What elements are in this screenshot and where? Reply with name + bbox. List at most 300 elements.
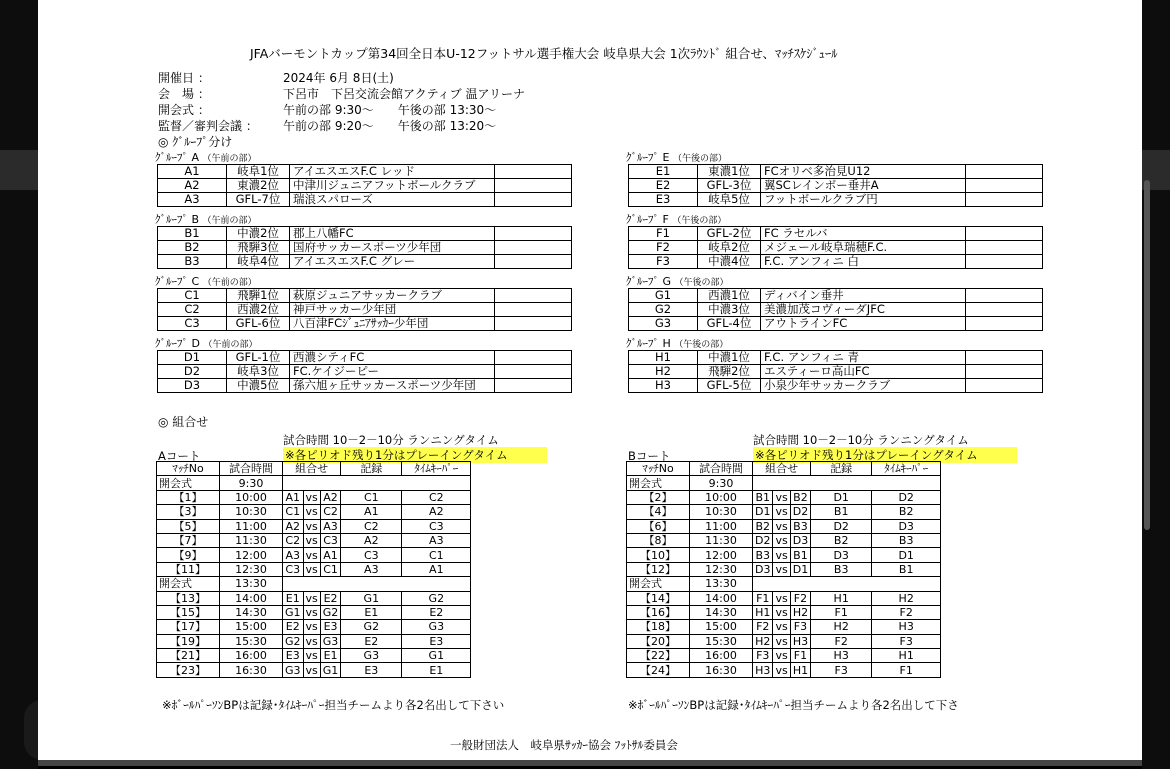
- group-slot: G2: [629, 303, 698, 317]
- match-home: C1: [283, 505, 304, 519]
- scrollbar-thumb[interactable]: [1144, 180, 1150, 530]
- group-slot: F1: [629, 227, 698, 241]
- match-time-note: 試合時間 10－2－10分 ランニングタイム: [753, 433, 969, 447]
- match-vs: vs: [773, 562, 790, 576]
- match-row: [627, 548, 941, 562]
- match-row: [627, 620, 941, 634]
- match-away: A2: [320, 490, 341, 504]
- group-slot: H1: [629, 351, 698, 365]
- match-timekeeper: B1: [872, 562, 941, 576]
- info-opening-label: 開会式 ：: [158, 103, 210, 117]
- match-record: C2: [341, 519, 402, 533]
- group-name: ｸﾞﾙｰﾌﾟ F: [626, 213, 669, 226]
- match-away: A1: [320, 548, 341, 562]
- ceremony-time: 9:30: [690, 476, 753, 490]
- match-number: 【22】: [627, 649, 690, 663]
- match-number: 【7】: [157, 533, 220, 547]
- group-row: [629, 289, 1043, 303]
- group-slot: A2: [158, 179, 227, 193]
- organizer: 一般財団法人 岐阜県ｻｯｶｰ協会 ﾌｯﾄｻﾙ委員会: [450, 738, 678, 752]
- group-note: [966, 289, 1043, 303]
- group-slot: D1: [158, 351, 227, 365]
- match-home: H2: [753, 634, 773, 648]
- group-table: [628, 350, 1043, 393]
- match-vs: vs: [303, 490, 320, 504]
- group-heading: [155, 335, 257, 351]
- ceremony-blank: [753, 577, 941, 591]
- match-time: 10:00: [690, 490, 753, 504]
- header-record: 記録: [811, 462, 872, 476]
- match-row: [627, 605, 941, 619]
- match-away: D3: [790, 533, 810, 547]
- match-timekeeper: C2: [402, 490, 471, 504]
- match-timekeeper: D3: [872, 519, 941, 533]
- group-note: [495, 165, 572, 179]
- match-home: F2: [753, 620, 773, 634]
- match-row: [157, 505, 471, 519]
- match-timekeeper: A1: [402, 562, 471, 576]
- match-time: 11:30: [220, 533, 283, 547]
- group-row: [158, 241, 572, 255]
- group-team: 孫六旭ヶ丘サッカースポーツ少年団: [290, 379, 495, 393]
- match-number: 【23】: [157, 663, 220, 677]
- match-time: 16:30: [220, 663, 283, 677]
- group-row: [158, 317, 572, 331]
- match-record: D1: [811, 490, 872, 504]
- group-qualifier: 岐阜5位: [698, 193, 761, 207]
- group-note: [495, 379, 572, 393]
- match-time: 15:00: [220, 620, 283, 634]
- match-record: H1: [811, 591, 872, 605]
- group-qualifier: 東濃1位: [698, 165, 761, 179]
- group-team: アイエスエスF.C グレー: [290, 255, 495, 269]
- group-slot: C1: [158, 289, 227, 303]
- match-vs: vs: [773, 505, 790, 519]
- ceremony-blank: [753, 476, 941, 490]
- group-note: [495, 365, 572, 379]
- ceremony-row: [157, 577, 471, 591]
- ceremony-label: 開会式: [157, 476, 220, 490]
- match-away: C2: [320, 505, 341, 519]
- group-note: [495, 193, 572, 207]
- group-name: ｸﾞﾙｰﾌﾟ E: [626, 151, 670, 164]
- group-note: [966, 351, 1043, 365]
- group-qualifier: 中濃4位: [698, 255, 761, 269]
- match-away: B1: [790, 548, 810, 562]
- match-home: H3: [753, 663, 773, 677]
- match-away: E3: [320, 620, 341, 634]
- match-time: 10:00: [220, 490, 283, 504]
- group-session: （午後の部）: [672, 216, 727, 226]
- document-page: [38, 0, 1142, 766]
- group-team: メジェール岐阜瑞穂F.C.: [761, 241, 966, 255]
- group-slot: D2: [158, 365, 227, 379]
- match-record: C3: [341, 548, 402, 562]
- ceremony-blank: [283, 476, 471, 490]
- group-qualifier: 中濃2位: [227, 227, 290, 241]
- group-qualifier: GFL-4位: [698, 317, 761, 331]
- match-row: [157, 591, 471, 605]
- match-away: H1: [790, 663, 810, 677]
- match-timekeeper: B2: [872, 505, 941, 519]
- group-qualifier: 中濃5位: [227, 379, 290, 393]
- info-opening-value: 午前の部 9:30～ 午後の部 13:30～: [283, 103, 497, 117]
- match-record: B3: [811, 562, 872, 576]
- match-home: G2: [283, 634, 304, 648]
- match-timekeeper: E3: [402, 634, 471, 648]
- group-slot: H3: [629, 379, 698, 393]
- match-number: 【8】: [627, 533, 690, 547]
- ceremony-row: [157, 476, 471, 490]
- match-away: G2: [320, 605, 341, 619]
- match-record: B1: [811, 505, 872, 519]
- court-name: Bコート: [628, 449, 671, 463]
- group-name: ｸﾞﾙｰﾌﾟ G: [626, 275, 672, 288]
- group-qualifier: GFL-2位: [698, 227, 761, 241]
- group-row: [629, 255, 1043, 269]
- match-time: 15:30: [690, 634, 753, 648]
- match-record: E3: [341, 663, 402, 677]
- match-time: 11:00: [220, 519, 283, 533]
- match-home: F1: [753, 591, 773, 605]
- match-away: F2: [790, 591, 810, 605]
- match-away: F3: [790, 620, 810, 634]
- match-home: G3: [283, 663, 304, 677]
- group-row: [158, 365, 572, 379]
- group-row: [629, 317, 1043, 331]
- match-vs: vs: [303, 591, 320, 605]
- group-slot: G3: [629, 317, 698, 331]
- group-name: ｸﾞﾙｰﾌﾟ C: [155, 275, 200, 288]
- match-home: A2: [283, 519, 304, 533]
- group-note: [966, 241, 1043, 255]
- group-row: [629, 365, 1043, 379]
- match-vs: vs: [303, 533, 320, 547]
- group-slot: A1: [158, 165, 227, 179]
- match-timekeeper: H1: [872, 649, 941, 663]
- group-slot: B2: [158, 241, 227, 255]
- group-note: [495, 179, 572, 193]
- match-time: 15:00: [690, 620, 753, 634]
- group-slot: C2: [158, 303, 227, 317]
- match-record: G3: [341, 649, 402, 663]
- group-note: [966, 379, 1043, 393]
- match-number: 【12】: [627, 562, 690, 576]
- match-number: 【16】: [627, 605, 690, 619]
- match-vs: vs: [303, 663, 320, 677]
- header-timekeeper: ﾀｲﾑｷｰﾊﾟｰ: [872, 462, 941, 476]
- match-time: 12:00: [220, 548, 283, 562]
- group-team: FC.ケイジーピー: [290, 365, 495, 379]
- group-row: [629, 193, 1043, 207]
- group-row: [158, 379, 572, 393]
- group-slot: F2: [629, 241, 698, 255]
- match-home: A3: [283, 548, 304, 562]
- group-row: [629, 379, 1043, 393]
- ceremony-time: 13:30: [220, 577, 283, 591]
- match-home: D2: [753, 533, 773, 547]
- group-heading: [626, 273, 729, 289]
- match-time: 14:00: [690, 591, 753, 605]
- group-team: 美濃加茂コヴィーダJFC: [761, 303, 966, 317]
- group-session: （午前の部）: [202, 154, 257, 164]
- match-away: B2: [790, 490, 810, 504]
- group-slot: F3: [629, 255, 698, 269]
- group-team: 神戸サッカー少年団: [290, 303, 495, 317]
- document-title: JFAバーモントカップ第34回全日本U-12フットサル選手権大会 岐阜県大会 1次ﾗｳﾝﾄﾞ 組合せ、ﾏｯﾁｽｹｼﾞｭｰﾙ: [250, 46, 838, 61]
- match-number: 【18】: [627, 620, 690, 634]
- info-date-label: 開催日 ：: [158, 71, 210, 85]
- match-row: [627, 533, 941, 547]
- group-team: 八百津FCｼﾞｭﾆｱｻｯｶｰ少年団: [290, 317, 495, 331]
- group-note: [495, 317, 572, 331]
- group-name: ｸﾞﾙｰﾌﾟ B: [155, 213, 200, 226]
- match-number: 【15】: [157, 605, 220, 619]
- group-team: 国府サッカースポーツ少年団: [290, 241, 495, 255]
- header-pairing: 組合せ: [283, 462, 341, 476]
- match-home: C3: [283, 562, 304, 576]
- match-record: F1: [811, 605, 872, 619]
- group-row: [158, 193, 572, 207]
- match-time: 16:00: [220, 649, 283, 663]
- match-time: 14:00: [220, 591, 283, 605]
- group-qualifier: GFL-6位: [227, 317, 290, 331]
- match-timekeeper: F1: [872, 663, 941, 677]
- playing-time-note: ※各ピリオド残り1分はプレーイングタイム: [283, 447, 547, 463]
- group-session: （午後の部）: [674, 340, 729, 350]
- match-away: F1: [790, 649, 810, 663]
- match-time: 16:00: [690, 649, 753, 663]
- ceremony-blank: [283, 577, 471, 591]
- match-vs: vs: [773, 663, 790, 677]
- match-away: D1: [790, 562, 810, 576]
- match-timekeeper: D2: [872, 490, 941, 504]
- match-number: 【4】: [627, 505, 690, 519]
- group-row: [629, 351, 1043, 365]
- groups-heading: ◎ ｸﾞﾙｰﾌﾟ分け: [158, 135, 233, 149]
- group-table: [157, 288, 572, 331]
- match-record: E2: [341, 634, 402, 648]
- match-time: 11:00: [690, 519, 753, 533]
- group-session: （午後の部）: [674, 278, 729, 288]
- group-qualifier: 中濃3位: [698, 303, 761, 317]
- left-panel-band: [0, 150, 38, 190]
- match-time: 16:30: [690, 663, 753, 677]
- match-away: D2: [790, 505, 810, 519]
- match-row: [627, 663, 941, 677]
- group-qualifier: 岐阜3位: [227, 365, 290, 379]
- match-number: 【11】: [157, 562, 220, 576]
- match-number: 【9】: [157, 548, 220, 562]
- header-time: 試合時間: [220, 462, 283, 476]
- group-note: [495, 289, 572, 303]
- match-record: A1: [341, 505, 402, 519]
- group-table: [628, 288, 1043, 331]
- match-vs: vs: [773, 649, 790, 663]
- match-time: 14:30: [220, 605, 283, 619]
- match-away: G1: [320, 663, 341, 677]
- match-home: D1: [753, 505, 773, 519]
- court-name: Aコート: [158, 449, 201, 463]
- group-qualifier: GFL-7位: [227, 193, 290, 207]
- group-qualifier: 西濃2位: [227, 303, 290, 317]
- group-row: [158, 303, 572, 317]
- match-away: C1: [320, 562, 341, 576]
- schedule-header-row: [157, 462, 471, 476]
- group-team: 中津川ジュニアフットボールクラブ: [290, 179, 495, 193]
- match-timekeeper: G2: [402, 591, 471, 605]
- group-team: アウトラインFC: [761, 317, 966, 331]
- info-meeting-value: 午前の部 9:20～ 午後の部 13:20～: [283, 119, 497, 133]
- group-slot: G1: [629, 289, 698, 303]
- group-note: [495, 303, 572, 317]
- group-slot: E3: [629, 193, 698, 207]
- group-note: [966, 165, 1043, 179]
- group-team: アイエスエスF.C レッド: [290, 165, 495, 179]
- group-qualifier: 飛騨3位: [227, 241, 290, 255]
- group-row: [629, 179, 1043, 193]
- header-record: 記録: [341, 462, 402, 476]
- group-team: 翼SCレインボー垂井A: [761, 179, 966, 193]
- match-row: [627, 634, 941, 648]
- match-home: B1: [753, 490, 773, 504]
- match-timekeeper: H3: [872, 620, 941, 634]
- match-home: A1: [283, 490, 304, 504]
- group-qualifier: GFL-3位: [698, 179, 761, 193]
- group-session: （午前の部）: [202, 216, 257, 226]
- match-time: 15:30: [220, 634, 283, 648]
- match-home: F3: [753, 649, 773, 663]
- group-qualifier: 東濃2位: [227, 179, 290, 193]
- match-number: 【6】: [627, 519, 690, 533]
- match-timekeeper: A2: [402, 505, 471, 519]
- match-row: [627, 591, 941, 605]
- match-time: 10:30: [690, 505, 753, 519]
- match-timekeeper: D1: [872, 548, 941, 562]
- ceremony-label: 開会式: [627, 577, 690, 591]
- group-team: 萩原ジュニアサッカークラブ: [290, 289, 495, 303]
- group-team: FCオリベ多治見U12: [761, 165, 966, 179]
- match-home: E3: [283, 649, 304, 663]
- ceremony-row: [627, 476, 941, 490]
- group-qualifier: GFL-5位: [698, 379, 761, 393]
- match-away: H2: [790, 605, 810, 619]
- group-team: 瑞浪スパローズ: [290, 193, 495, 207]
- match-home: B3: [753, 548, 773, 562]
- group-row: [629, 303, 1043, 317]
- group-note: [966, 255, 1043, 269]
- header-time: 試合時間: [690, 462, 753, 476]
- group-note: [966, 193, 1043, 207]
- match-number: 【13】: [157, 591, 220, 605]
- group-row: [158, 165, 572, 179]
- match-timekeeper: E1: [402, 663, 471, 677]
- match-number: 【24】: [627, 663, 690, 677]
- group-session: （午後の部）: [672, 154, 727, 164]
- match-row: [157, 490, 471, 504]
- match-vs: vs: [773, 490, 790, 504]
- match-timekeeper: G1: [402, 649, 471, 663]
- group-note: [966, 179, 1043, 193]
- match-timekeeper: C1: [402, 548, 471, 562]
- match-home: G1: [283, 605, 304, 619]
- match-time-note: 試合時間 10－2－10分 ランニングタイム: [283, 433, 499, 447]
- match-vs: vs: [773, 620, 790, 634]
- group-heading: [626, 211, 726, 227]
- group-team: 郡上八幡FC: [290, 227, 495, 241]
- info-date-value: 2024年 6月 8日(土): [283, 71, 394, 85]
- group-row: [629, 227, 1043, 241]
- ceremony-time: 13:30: [690, 577, 753, 591]
- group-session: （午前の部）: [203, 340, 258, 350]
- match-vs: vs: [773, 533, 790, 547]
- match-record: G1: [341, 591, 402, 605]
- group-table: [628, 164, 1043, 207]
- playing-time-note: ※各ピリオド残り1分はプレーイングタイム: [753, 447, 1017, 463]
- group-row: [629, 165, 1043, 179]
- match-away: C3: [320, 533, 341, 547]
- match-row: [157, 519, 471, 533]
- group-team: 西濃シティFC: [290, 351, 495, 365]
- group-row: [158, 255, 572, 269]
- match-away: G3: [320, 634, 341, 648]
- match-timekeeper: B3: [872, 533, 941, 547]
- group-slot: E1: [629, 165, 698, 179]
- match-number: 【14】: [627, 591, 690, 605]
- match-row: [157, 562, 471, 576]
- match-record: H2: [811, 620, 872, 634]
- ceremony-time: 9:30: [220, 476, 283, 490]
- match-timekeeper: C3: [402, 519, 471, 533]
- schedule-table: [156, 461, 471, 678]
- match-time: 12:30: [220, 562, 283, 576]
- group-row: [158, 289, 572, 303]
- info-meeting-label: 監督／審判会議 ：: [158, 119, 258, 133]
- match-record: F2: [811, 634, 872, 648]
- match-away: B3: [790, 519, 810, 533]
- match-record: A3: [341, 562, 402, 576]
- footnote-b: ※ﾎﾞｰﾙﾊﾟｰｿﾝBPは記録･ﾀｲﾑｷｰﾊﾟｰ担当チームより各2名出して下さ: [628, 698, 959, 712]
- group-heading: [155, 149, 257, 165]
- group-row: [629, 241, 1043, 255]
- match-home: E2: [283, 620, 304, 634]
- header-pairing: 組合せ: [753, 462, 811, 476]
- match-vs: vs: [773, 519, 790, 533]
- group-heading: [626, 149, 727, 165]
- match-timekeeper: F3: [872, 634, 941, 648]
- group-table: [157, 164, 572, 207]
- match-vs: vs: [303, 620, 320, 634]
- match-number: 【10】: [627, 548, 690, 562]
- match-record: B2: [811, 533, 872, 547]
- match-row: [157, 634, 471, 648]
- group-heading: [155, 211, 257, 227]
- match-number: 【21】: [157, 649, 220, 663]
- group-name: ｸﾞﾙｰﾌﾟ A: [155, 151, 200, 164]
- match-row: [627, 505, 941, 519]
- group-team: 小泉少年サッカークラブ: [761, 379, 966, 393]
- match-vs: vs: [303, 649, 320, 663]
- group-name: ｸﾞﾙｰﾌﾟ H: [626, 337, 671, 350]
- match-record: D2: [811, 519, 872, 533]
- match-vs: vs: [303, 605, 320, 619]
- group-note: [966, 227, 1043, 241]
- match-number: 【3】: [157, 505, 220, 519]
- group-note: [495, 351, 572, 365]
- group-row: [158, 351, 572, 365]
- header-match-no: ﾏｯﾁNo: [627, 462, 690, 476]
- match-vs: vs: [303, 505, 320, 519]
